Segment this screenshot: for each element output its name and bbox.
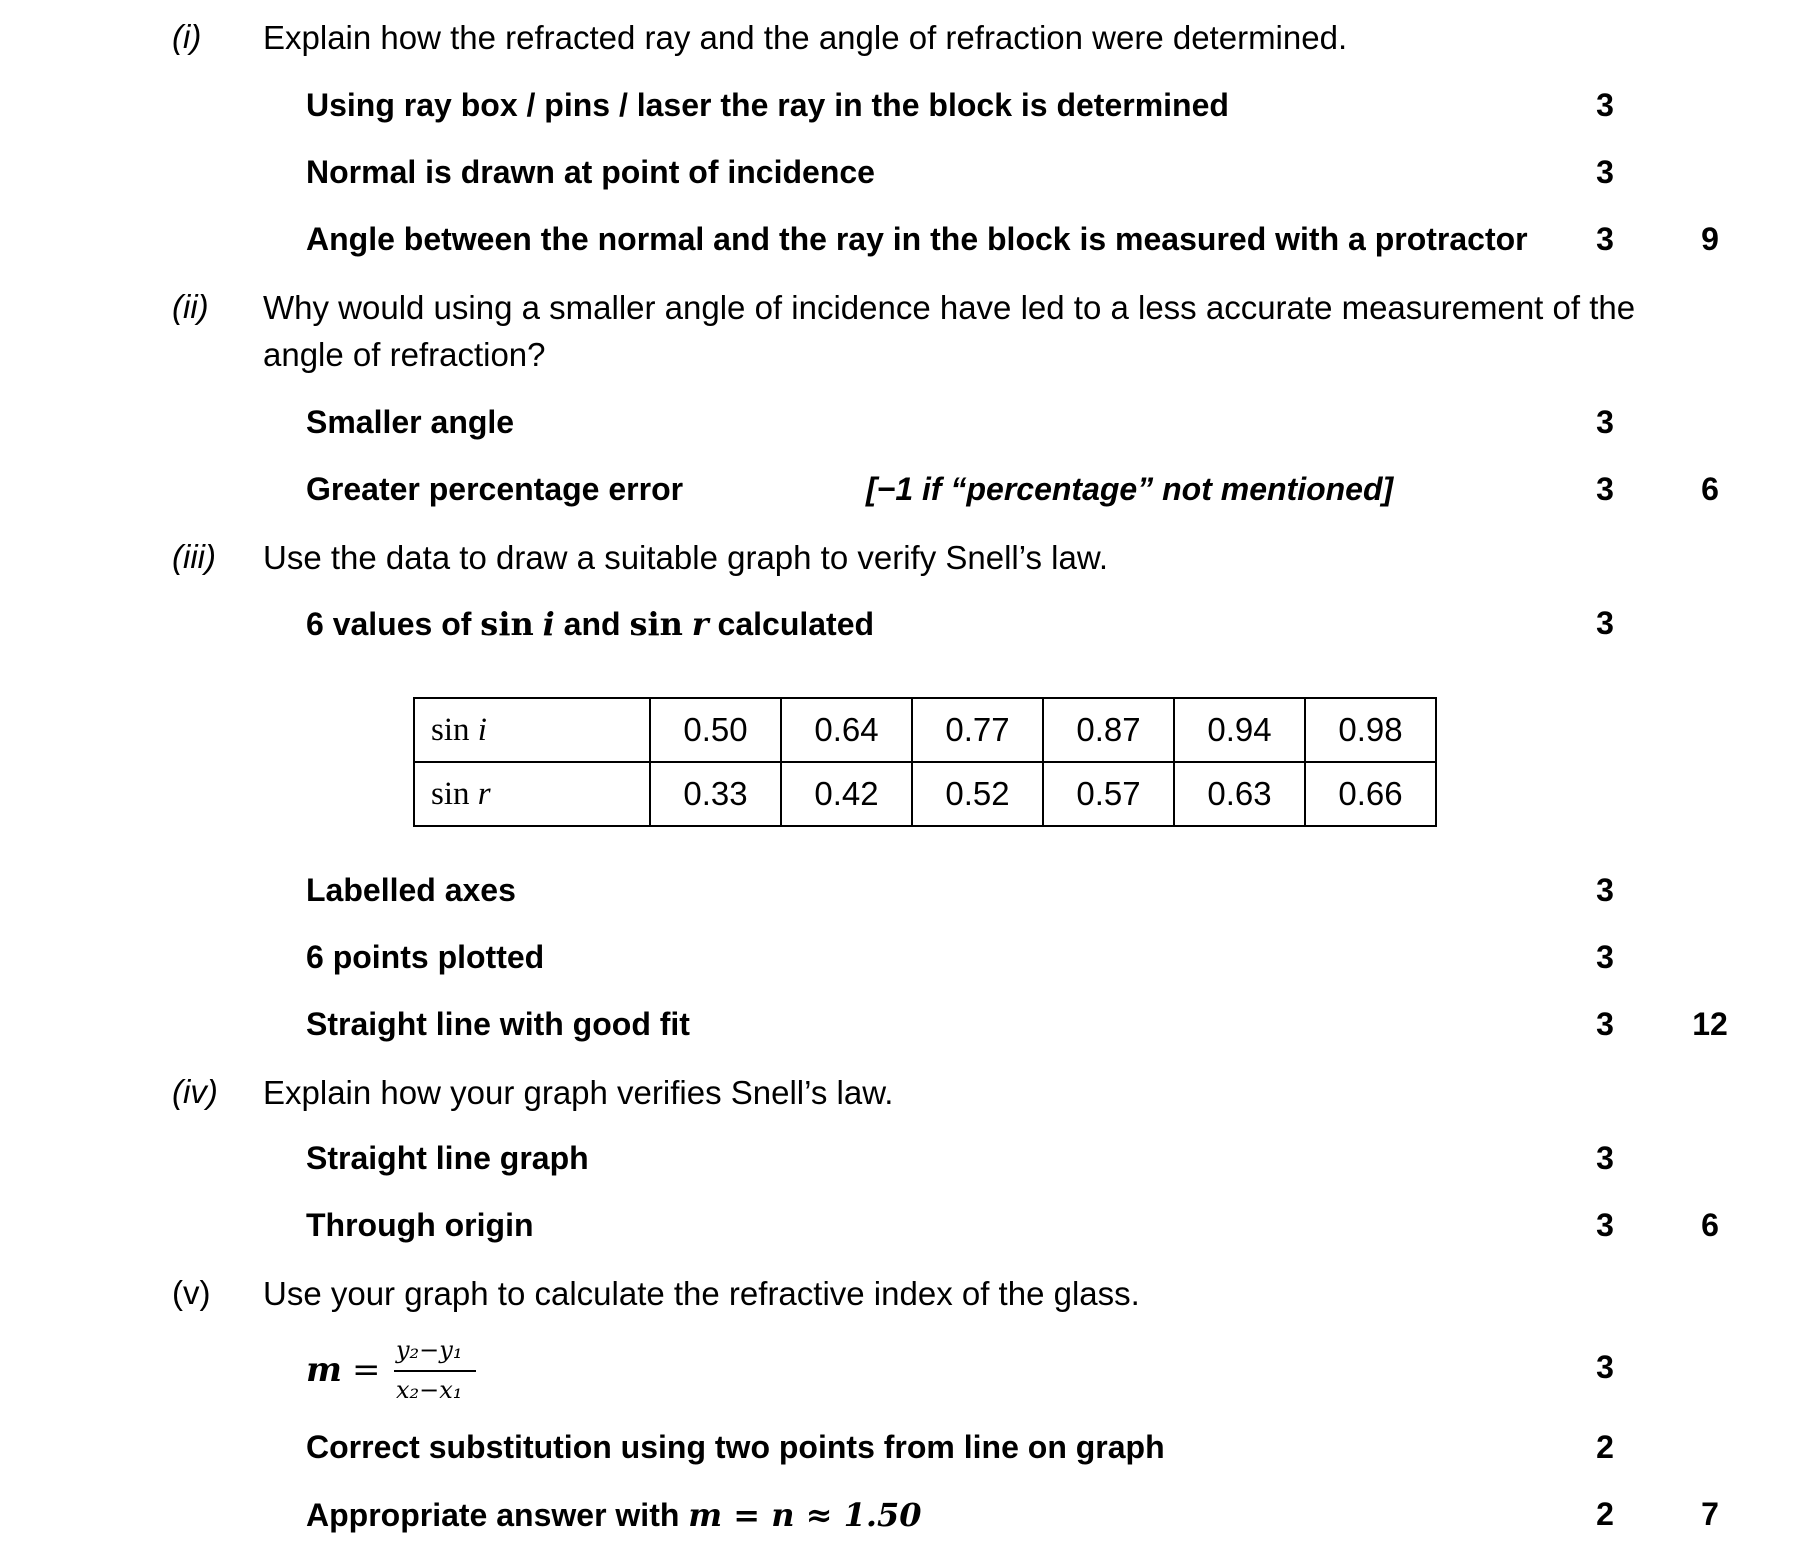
formula-numerator: y₂−y₁ — [396, 1336, 463, 1364]
part-label-v: (v) — [172, 1274, 211, 1311]
question-ii-line-2: angle of refraction? — [263, 336, 546, 373]
question-ii-line-1: Why would using a smaller angle of incidence have led to a less accurate measurement of the — [263, 289, 1636, 326]
table-cell: 0.87 — [1043, 698, 1174, 762]
mark-line-ii-2: Greater percentage error — [306, 471, 684, 507]
table-cell: 0.66 — [1305, 762, 1436, 826]
mark-line-iii-1: Labelled axes — [306, 872, 516, 908]
mark-line-iv-2: Through origin — [306, 1207, 534, 1243]
table-cell: 0.63 — [1174, 762, 1305, 826]
mark-line-v-1: Correct substitution using two points from line on graph — [306, 1429, 1165, 1465]
total-iii: 12 — [1692, 1006, 1728, 1042]
mark-i-2: 3 — [1596, 154, 1614, 190]
mark-i-1: 3 — [1596, 87, 1614, 123]
mark-line-ii-1: Smaller angle — [306, 404, 515, 440]
table-row-sin-i — [414, 698, 1436, 762]
table-cell: 0.98 — [1305, 698, 1436, 762]
row-header-sin-i: sin i — [414, 698, 650, 762]
mark-iii-1: 3 — [1596, 872, 1614, 908]
mark-line-iv-1: Straight line graph — [306, 1140, 589, 1176]
total-v: 7 — [1701, 1496, 1719, 1532]
table-cell: 0.94 — [1174, 698, 1305, 762]
sin-values-table — [413, 697, 1437, 827]
table-cell: 0.57 — [1043, 762, 1174, 826]
mark-i-3: 3 — [1596, 221, 1614, 257]
mark-iii-3: 3 — [1596, 1006, 1614, 1042]
question-v: Use your graph to calculate the refractive index of the glass. — [263, 1275, 1140, 1312]
total-iv: 6 — [1701, 1207, 1719, 1243]
question-iv: Explain how your graph verifies Snell’s law. — [263, 1074, 894, 1111]
mark-ii-2: 3 — [1596, 471, 1614, 507]
mark-iv-1: 3 — [1596, 1140, 1614, 1176]
formula-lhs: m — [306, 1350, 342, 1390]
mark-line-i-3: Angle between the normal and the ray in the block is measured with a protractor — [306, 221, 1528, 257]
table-cell: 0.64 — [781, 698, 912, 762]
answer-math: m = n ≈ 1.50 — [688, 1496, 922, 1534]
formula-denominator: x₂−x₁ — [396, 1376, 463, 1404]
mark-line-iii-2: 6 points plotted — [306, 939, 545, 975]
total-i: 9 — [1701, 221, 1719, 257]
question-i: Explain how the refracted ray and the angle of refraction were determined. — [263, 19, 1348, 56]
part-label-iv: (iv) — [172, 1073, 218, 1110]
question-iii: Use the data to draw a suitable graph to verify Snell’s law. — [263, 539, 1109, 576]
total-ii: 6 — [1701, 471, 1719, 507]
mark-v-formula: 3 — [1596, 1349, 1614, 1385]
table-cell: 0.42 — [781, 762, 912, 826]
mark-line-v-2: Appropriate answer with m = n ≈ 1.50 — [306, 1496, 922, 1534]
mark-ii-1: 3 — [1596, 404, 1614, 440]
table-cell: 0.33 — [650, 762, 781, 826]
table-row-sin-r — [414, 762, 1436, 826]
fraction-bar — [394, 1370, 476, 1372]
table-cell: 0.52 — [912, 762, 1043, 826]
mark-line-iii-calc: 6 values of sin i and sin r calculated — [306, 605, 875, 643]
mark-iii-2: 3 — [1596, 939, 1614, 975]
mark-line-iii-3: Straight line with good fit — [306, 1006, 690, 1042]
mark-v-2: 2 — [1596, 1496, 1614, 1532]
mark-line-i-2: Normal is drawn at point of incidence — [306, 154, 875, 190]
row-header-sin-r: sin r — [414, 762, 650, 826]
table-cell: 0.77 — [912, 698, 1043, 762]
part-label-ii: (ii) — [172, 288, 209, 325]
formula-equals: = — [352, 1350, 381, 1390]
mark-v-1: 2 — [1596, 1429, 1614, 1465]
mark-line-i-1: Using ray box / pins / laser the ray in the block is determined — [306, 87, 1229, 123]
mark-iii-calc: 3 — [1596, 605, 1614, 641]
note-ii-percentage: [−1 if “percentage” not mentioned] — [866, 471, 1394, 507]
table-cell: 0.50 — [650, 698, 781, 762]
part-label-iii: (iii) — [172, 538, 216, 575]
part-label-i: (i) — [172, 18, 202, 55]
mark-iv-2: 3 — [1596, 1207, 1614, 1243]
